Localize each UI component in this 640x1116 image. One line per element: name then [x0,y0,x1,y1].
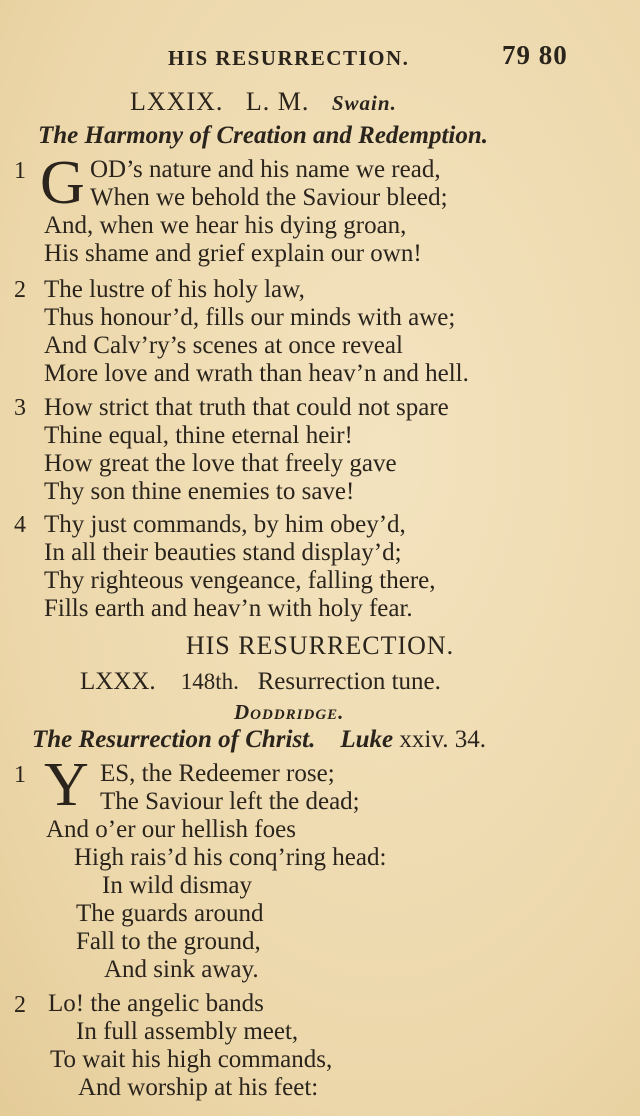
verse-line: The Saviour left the dead; [100,788,360,815]
verse-line: OD’s nature and his name we read, [90,156,441,183]
verse-line: Lo! the angelic bands [48,990,264,1017]
hymn-80-title-line [32,726,486,754]
drop-cap: G [40,149,85,217]
verse-line: How great the love that freely gave [44,450,397,477]
section-heading: HIS RESURRECTION. [185,631,455,660]
hymn-80-title: The Resurrection of Christ. [32,726,316,753]
stanza-number: 1 [14,158,26,184]
stanza-number: 1 [14,762,26,788]
hymn-80-tune: Resurrection tune. [257,668,441,695]
verse-line: ES, the Redeemer rose; [100,760,335,787]
verse-line: Thine equal, thine eternal heir! [44,422,353,449]
verse-line: When we behold the Saviour bleed; [90,184,448,211]
drop-cap: Y [44,751,89,819]
verse-line: To wait his high commands, [50,1046,333,1073]
hymn-79-meter: L. M. [245,87,310,116]
verse-line: His shame and grief explain our own! [44,240,422,267]
stanza-number: 2 [14,277,26,303]
scripture-reference: xxiv. 34. [399,726,486,753]
verse-line: The lustre of his holy law, [44,276,305,303]
hymn-79-title: The Harmony of Creation and Redemption. [38,122,489,149]
stanza-number: 2 [14,992,26,1018]
verse-line: And worship at his feet: [78,1074,319,1101]
hymn-79-tune: Swain. [331,91,397,115]
verse-line: Thy son thine enemies to save! [44,478,355,505]
verse-line: Thy righteous vengeance, falling there, [44,567,436,594]
hymn-numbers: 79 80 [502,40,568,70]
hymn-80-author: Doddridge. [234,700,345,724]
verse-line: High rais’d his conq’ring head: [74,844,387,871]
hymn-80-meter: 148th. [180,669,239,694]
hymn-80-number: LXXX. [80,668,156,695]
verse-line: Fills earth and heav’n with holy fear. [44,595,413,622]
verse-line: Thy just commands, by him obey’d, [44,511,406,538]
verse-line: And o’er our hellish foes [46,816,296,843]
verse-line: In full assembly meet, [76,1018,299,1045]
verse-line: In all their beauties stand display’d; [44,539,402,566]
stanza-number: 4 [14,512,26,538]
verse-line: More love and wrath than heav’n and hell. [44,360,469,387]
verse-line: And sink away. [104,956,259,983]
running-title: HIS RESURRECTION. [168,46,410,70]
verse-line: How strict that truth that could not spare [44,394,449,421]
scripture-book: Luke [340,726,394,753]
verse-line: And Calv’ry’s scenes at once reveal [44,332,403,359]
verse-line: In wild dismay [102,872,252,899]
verse-line: And, when we hear his dying groan, [44,212,407,239]
hymn-79-number: LXXIX. [130,87,224,116]
hymn-79-heading [130,88,397,117]
verse-line: The guards around [76,900,264,927]
running-header [0,40,640,76]
stanza-number: 3 [14,395,26,421]
verse-line: Fall to the ground, [76,928,261,955]
verse-line: Thus honour’d, fills our minds with awe; [44,304,456,331]
hymn-80-heading [80,668,441,696]
